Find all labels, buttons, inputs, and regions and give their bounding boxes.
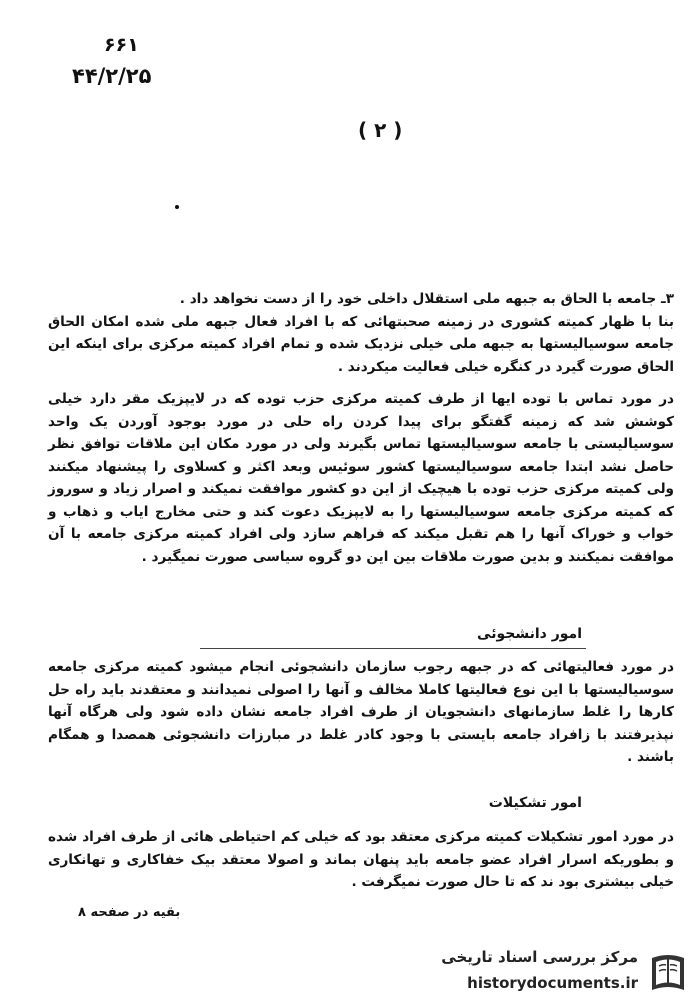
watermark — [408, 946, 688, 1002]
main-text-block — [48, 288, 674, 568]
document-number: ۶۶۱ — [104, 34, 139, 56]
watermark-title: مرکز بررسی اسناد تاریخی — [441, 948, 638, 966]
page-marker: ( ۲ ) — [358, 118, 403, 142]
continued-note: بقیه در صفحه ۸ — [78, 905, 181, 920]
student-text-block — [48, 656, 674, 769]
ink-dot — [175, 205, 179, 209]
watermark-url: historydocuments.ir — [467, 974, 638, 992]
paragraph-national-front: بنا با ظهار کمیته کشوری در زمینه صحبتهائی که با افراد فعال جبهه ملی شده امکان الحاق جامعه سوسیالیستها به جبهه ملی خیلی نزدیک شده و تمام افراد کمیته مرکزی برای اینکه این الحاق صورت گیرد در کنگره خیلی فعالیت میکردند . — [48, 313, 674, 375]
organization-text-block — [48, 826, 674, 894]
paragraph-tudeh-contact: در مورد تماس با توده ایها از طرف کمیته مرکزی حزب توده که در لایپزیک مقر دارد خیلی کوشش شد که زمینه گفتگو برای پیدا کردن راه حلی در مورد بوجود آوردن یک واحد سوسیالیستی با جامعه سوسیالیستها تماس بگیرند ولی در مورد مکان این ملاقات توافق نظر حاصل نشد ابتدا جامعه سوسیالیستها کشور سوئیس وبعد اکثر و کسلاوی را پیشنهاد میکنند ولی کمیته مرکزی حزب توده با هیچیک از این دو کشور موافقت نمیکند و اصرار زیاد و سوروز که کمیته مرکزی جامعه سوسیالیستها را به لایپزیک دعوت کند و حتی مخارج ایاب و ذهاب و خواب و خوراک آنها را هم تقبل میکند که فراهم سازد ولی افراد کمیته مرکزی جامعه با آن موافقت نمیکنند و بدین صورت ملاقات بین این دو گروه سیاسی صورت نمیگیرد . — [48, 391, 674, 565]
book-logo-icon — [648, 950, 688, 994]
heading-underline — [200, 648, 586, 649]
paragraph-point-3: ۳ـ جامعه با الحاق به جبهه ملی استقلال داخلی خود را از دست نخواهد داد . — [179, 291, 674, 307]
document-date: ۴۴/۲/۲۵ — [72, 64, 152, 88]
paragraph-organization: در مورد امور تشکیلات کمیته مرکزی معتقد بود که خیلی کم احتیاطی هائی از طرف افراد شده و بطوریکه اسرار افراد عضو جامعه باید پنهان بماند و اصولا معتقد بیک خفاکاری و تهانکاری خیلی بیشتری بود ند که تا حال صورت نمیگرفت . — [48, 829, 674, 890]
heading-organization-affairs: امور تشکیلات — [488, 795, 582, 811]
heading-student-affairs: امور دانشجوئی — [477, 626, 582, 642]
paragraph-student-activities: در مورد فعالیتهائی که در جبهه رجوب سازمان دانشجوئی انجام میشود کمیته مرکزی جامعه سوسیالیستها با این نوع فعالیتها کاملا مخالف و آنها را اصولی نمیدانند و معتقدند باید راه حل کارها را غلط سازمانهای دانشجویان از طرف افراد جامعه نشان داده شود ولی هرگاه آنها نپذیرفتند با زافراد جامعه بایستی با وجود کادر غلط در مبارزات دانشجوئی همصدا و همگام باشند . — [48, 659, 674, 765]
